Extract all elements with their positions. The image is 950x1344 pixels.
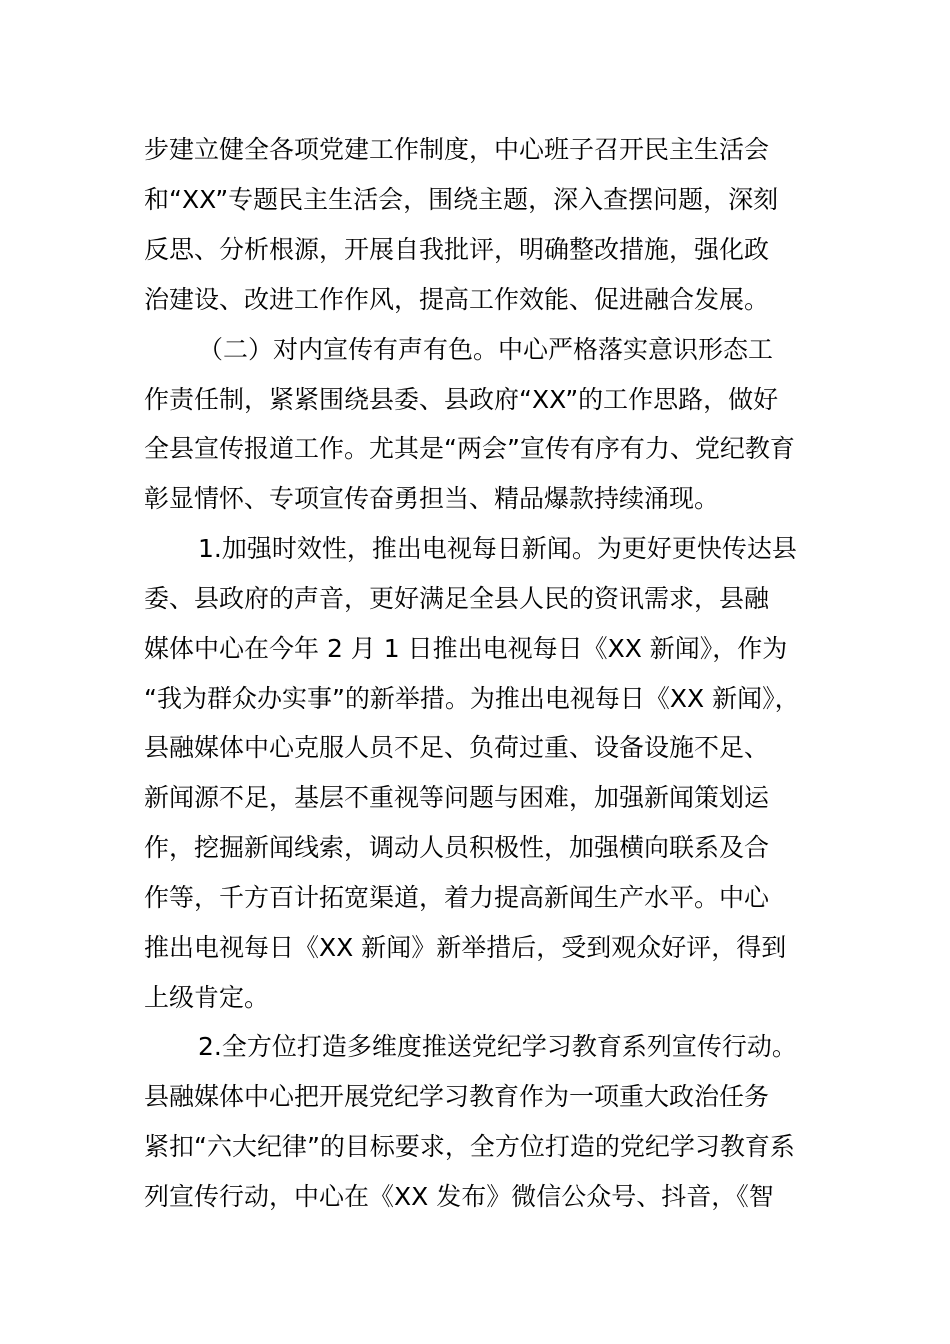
text-line: 彰显情怀、专项宣传奋勇担当、精品爆款持续涌现。 [144,484,720,513]
text-line: 新闻源不足，基层不重视等问题与困难，加强新闻策划运 [144,783,770,812]
text-line: 作等，千方百计拓宽渠道，着力提高新闻生产水平。中心 [144,883,770,912]
text-line: 推出电视每日《XX 新闻》新举措后，受到观众好评，得到 [144,933,787,962]
text-line: 委、县政府的声音，更好满足全县人民的资讯需求，县融 [144,584,770,613]
text-line: “我为群众办实事”的新举措。为推出电视每日《XX 新闻》， [144,684,800,713]
text-line: 列宣传行动，中心在《XX 发布》微信公众号、抖音，《智 [144,1182,774,1211]
text-line: 全县宣传报道工作。尤其是“两会”宣传有序有力、党纪教育 [144,434,795,463]
text-line: 作，挖掘新闻线索，调动人员积极性，加强横向联系及合 [144,833,770,862]
text-line: 上级肯定。 [144,983,270,1012]
text-line: 作责任制，紧紧围绕县委、县政府“XX”的工作思路，做好 [144,385,779,414]
item-heading-line: 2.全方位打造多维度推送党纪学习教育系列宣传行动。 [198,1032,797,1061]
text-line: 反思、分析根源，开展自我批评，明确整改措施，强化政 [144,235,770,264]
text-line: 媒体中心在今年 2 月 1 日推出电视每日《XX 新闻》，作为 [144,634,788,663]
section-heading-line: （二）对内宣传有声有色。中心严格落实意识形态工 [198,335,774,364]
text-line: 县融媒体中心克服人员不足、负荷过重、设备设施不足、 [144,733,770,762]
text-line: 治建设、改进工作作风，提高工作效能、促进融合发展。 [144,285,770,314]
text-line: 步建立健全各项党建工作制度，中心班子召开民主生活会 [144,135,770,164]
text-line: 和“XX”专题民主生活会，围绕主题，深入查摆问题，深刻 [144,185,779,214]
item-heading-line: 1.加强时效性，推出电视每日新闻。为更好更快传达县 [198,534,797,563]
text-line: 县融媒体中心把开展党纪学习教育作为一项重大政治任务 [144,1082,770,1111]
text-line: 紧扣“六大纪律”的目标要求，全方位打造的党纪学习教育系 [144,1132,795,1161]
